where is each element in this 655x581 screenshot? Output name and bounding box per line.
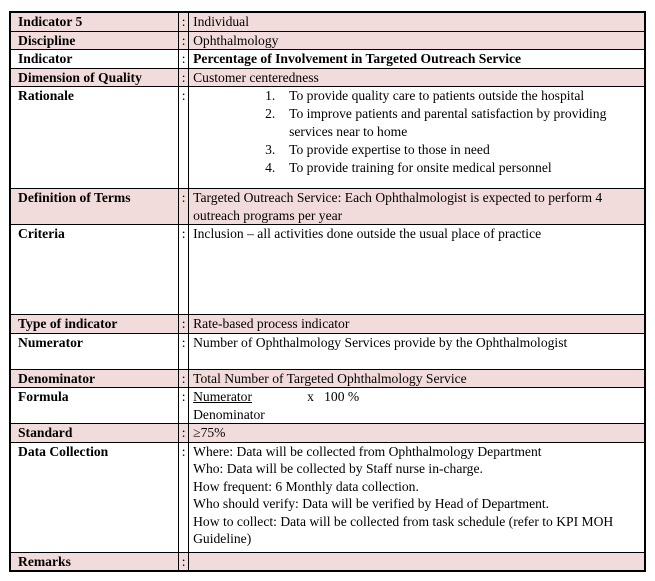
formula-denominator: Denominator xyxy=(193,406,265,422)
row-indicator xyxy=(10,50,645,69)
row-colon: : xyxy=(179,369,189,388)
row-value: Rate-based process indicator xyxy=(189,315,645,334)
list-number: 2. xyxy=(265,106,276,121)
row-colon: : xyxy=(179,68,189,87)
list-number: 3. xyxy=(265,142,276,157)
row-numerator xyxy=(10,333,645,369)
list-item xyxy=(265,87,644,105)
formula-multiplier: x 100 % xyxy=(307,389,360,404)
row-type-of-indicator xyxy=(10,315,645,334)
row-value: Ophthalmology xyxy=(189,31,645,50)
row-value: Percentage of Involvement in Targeted Outreach Service xyxy=(189,50,645,69)
row-label: Data Collection xyxy=(10,442,179,552)
row-rationale xyxy=(10,87,645,189)
row-colon: : xyxy=(179,189,189,225)
row-value: Individual xyxy=(189,12,645,31)
data-collection-line: How to collect: Data will be collected from task schedule (refer to KPI MOH Guideline) xyxy=(193,513,614,546)
list-item xyxy=(265,159,644,177)
data-collection-line: Where: Data will be collected from Ophthalmology Department xyxy=(193,443,542,459)
row-label: Indicator xyxy=(10,50,179,69)
data-collection-line: Who should verify: Data will be verified by Head of Department. xyxy=(193,496,550,511)
row-label: Standard xyxy=(10,424,179,443)
row-value xyxy=(189,552,645,571)
kpi-indicator-table xyxy=(9,11,646,572)
formula-numerator: Numerator xyxy=(193,389,252,404)
data-collection-line: How frequent: 6 Monthly data collection. xyxy=(193,478,419,494)
row-dimension-of-quality xyxy=(10,68,645,87)
row-value: Number of Ophthalmology Services provide by the Ophthalmologist xyxy=(189,333,645,369)
row-standard xyxy=(10,424,645,443)
row-value xyxy=(189,388,645,424)
row-colon: : xyxy=(179,50,189,69)
row-label: Indicator 5 xyxy=(10,12,179,31)
row-colon: : xyxy=(179,31,189,50)
row-data-collection xyxy=(10,442,645,552)
list-item xyxy=(265,105,644,141)
list-number: 4. xyxy=(265,160,276,175)
row-criteria xyxy=(10,225,645,315)
formula-fraction-line xyxy=(193,388,644,406)
row-value: ≥75% xyxy=(189,424,645,443)
row-colon: : xyxy=(179,333,189,369)
row-discipline xyxy=(10,31,645,50)
row-label: Discipline xyxy=(10,31,179,50)
row-label: Type of indicator xyxy=(10,315,179,334)
row-label: Numerator xyxy=(10,333,179,369)
list-number: 1. xyxy=(265,88,276,103)
row-label: Definition of Terms xyxy=(10,189,179,225)
row-value: Targeted Outreach Service: Each Ophthalmologist is expected to perform 4 outreach programs per year xyxy=(189,189,645,225)
row-label: Dimension of Quality xyxy=(10,68,179,87)
row-value: Total Number of Targeted Ophthalmology Service xyxy=(189,369,645,388)
list-text: To provide expertise to those in need xyxy=(289,142,490,157)
row-colon: : xyxy=(179,442,189,552)
row-label: Denominator xyxy=(10,369,179,388)
list-text: To provide training for onsite medical personnel xyxy=(289,160,552,175)
row-formula xyxy=(10,388,645,424)
row-remarks xyxy=(10,552,645,571)
row-label: Formula xyxy=(10,388,179,424)
row-colon: : xyxy=(179,315,189,334)
row-label: Criteria xyxy=(10,225,179,315)
row-indicator-number xyxy=(10,12,645,31)
row-colon: : xyxy=(179,225,189,315)
row-label: Remarks xyxy=(10,552,179,571)
row-colon: : xyxy=(179,424,189,443)
row-definition-of-terms xyxy=(10,189,645,225)
row-colon: : xyxy=(179,87,189,189)
list-text: To provide quality care to patients outside the hospital xyxy=(289,88,585,103)
list-item xyxy=(265,141,644,159)
row-colon: : xyxy=(179,388,189,424)
data-collection-line: Who: Data will be collected by Staff nurse in-charge. xyxy=(193,461,483,476)
row-colon: : xyxy=(179,552,189,571)
row-colon: : xyxy=(179,12,189,31)
row-value xyxy=(189,87,645,189)
rationale-list xyxy=(193,87,644,177)
row-value xyxy=(189,442,645,552)
row-denominator xyxy=(10,369,645,388)
row-value: Inclusion – all activities done outside the usual place of practice xyxy=(189,225,645,315)
list-text: To improve patients and parental satisfaction by providing services near to home xyxy=(289,106,607,139)
row-label: Rationale xyxy=(10,87,179,189)
row-value: Customer centeredness xyxy=(189,68,645,87)
